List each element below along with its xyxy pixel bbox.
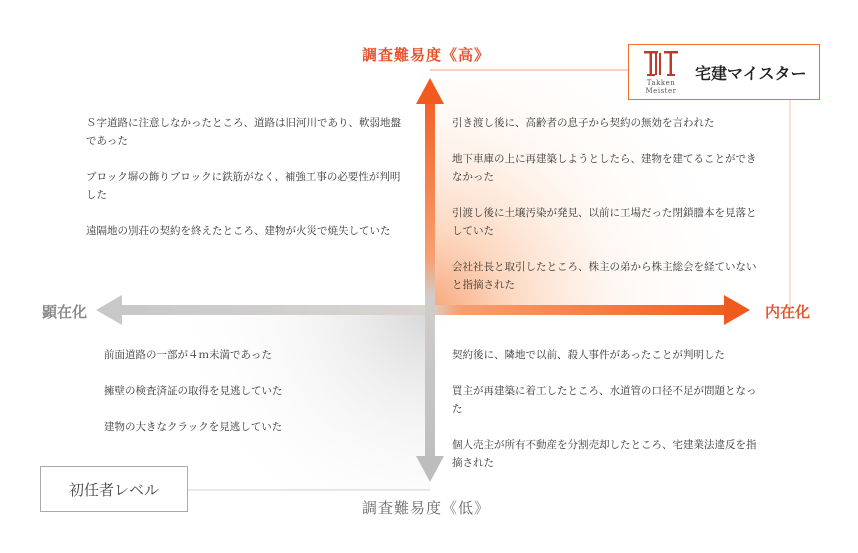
quadrant-bottom-right xyxy=(452,346,762,490)
list-item: 建物の大きなクラックを見逃していた xyxy=(104,421,283,433)
list-item: 契約後に、隣地で以前、殺人事件があったことが判明した xyxy=(452,349,725,361)
quadrant-top-left xyxy=(86,114,406,258)
list-item: Ｓ字道路に注意しなかったところ、道路は旧河川であり、軟弱地盤であった xyxy=(86,117,401,147)
brand-logo-line1: Takken xyxy=(646,79,676,87)
list-item: 前面道路の一部が４ｍ未満であった xyxy=(104,349,272,361)
list-item: 引き渡し後に、高齢者の息子から契約の無効を言われた xyxy=(452,117,715,129)
axis-label-latent: 内在化 xyxy=(765,303,811,321)
list-item: 買主が再建築に着工したところ、水道管の口径不足が問題となった xyxy=(452,385,757,415)
brand-logo xyxy=(635,48,687,96)
list-item: 個人売主が所有不動産を分割売却したところ、宅建業法違反を指摘された xyxy=(452,439,757,469)
list-item: 会社社長と取引したところ、株主の弟から株主総会を経ていないと指摘された xyxy=(452,261,757,291)
list-item: 地下車庫の上に再建築しようとしたら、建物を建てることができなかった xyxy=(452,153,757,183)
axis-label-manifest: 顕在化 xyxy=(42,303,88,321)
list-item: ブロック塀の飾りブロックに鉄筋がなく、補強工事の必要性が判明した xyxy=(86,171,401,201)
brand-box xyxy=(628,44,820,100)
list-item: 引渡し後に土壌汚染が発見、以前に工場だった閉鎖謄本を見落としていた xyxy=(452,207,757,237)
tm-logo-icon xyxy=(643,50,679,78)
quadrant-top-right xyxy=(452,114,762,312)
brand-name: 宅建マイスター xyxy=(695,63,807,83)
axis-label-low-difficulty: 調査難易度《低》 xyxy=(362,499,491,517)
brand-logo-line2: Meister xyxy=(645,87,677,95)
beginner-level-box: 初任者レベル xyxy=(40,466,188,512)
vertical-axis-bar xyxy=(425,100,435,460)
list-item: 遠隔地の別荘の契約を終えたところ、建物が火災で焼失していた xyxy=(86,225,391,237)
list-item: 擁壁の検査済証の取得を見逃していた xyxy=(104,385,283,397)
quadrant-bottom-left xyxy=(104,346,404,454)
axis-label-high-difficulty: 調査難易度《高》 xyxy=(362,46,491,64)
